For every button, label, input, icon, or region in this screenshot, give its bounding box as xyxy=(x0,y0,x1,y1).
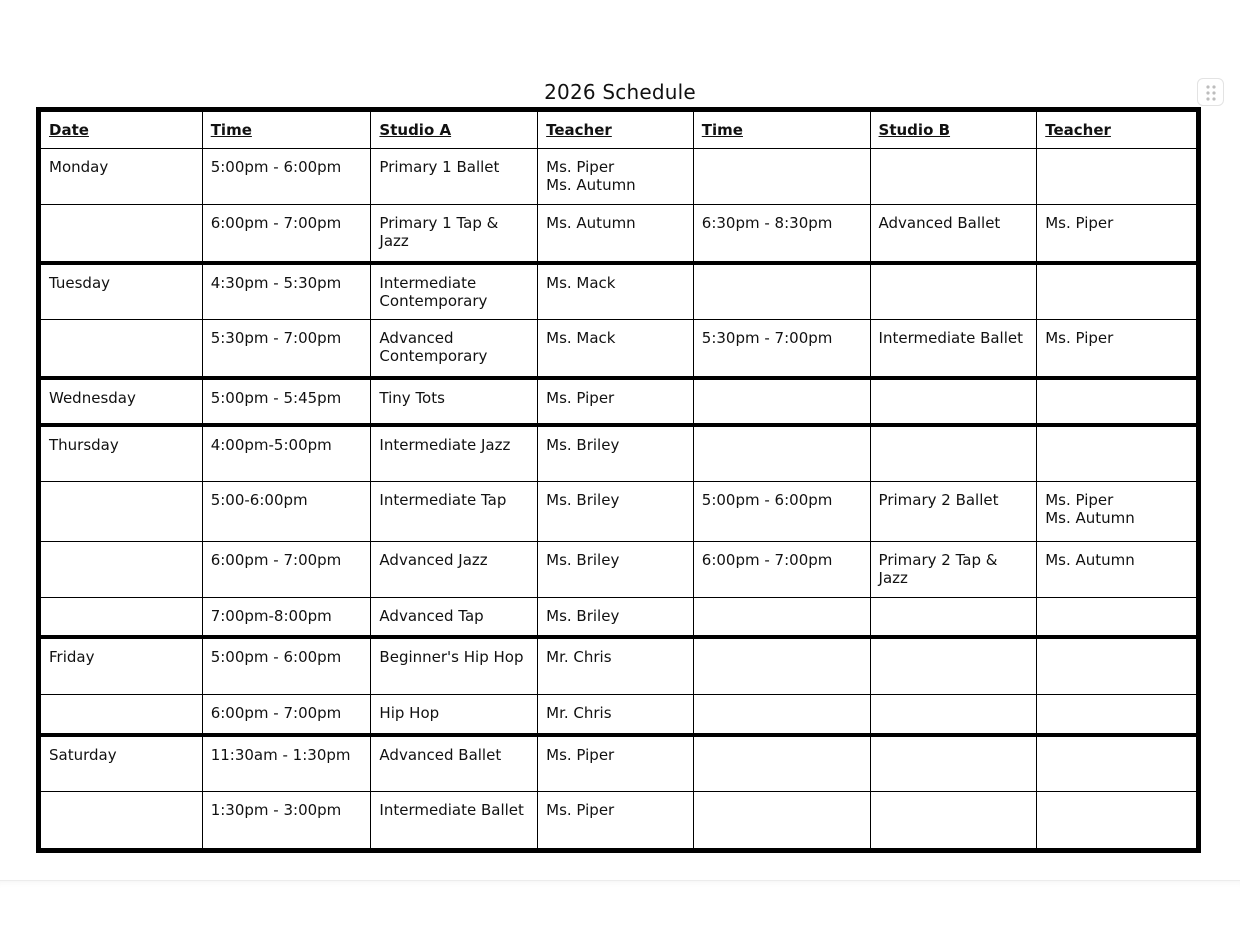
cell-teacher-b[interactable] xyxy=(1037,263,1199,320)
cell-time-b[interactable]: 6:00pm - 7:00pm xyxy=(693,542,870,598)
cell-studio-a[interactable]: Beginner's Hip Hop xyxy=(371,637,538,695)
drag-handle-icon xyxy=(1206,85,1216,101)
cell-teacher-b[interactable] xyxy=(1037,735,1199,792)
cell-time-a[interactable]: 4:30pm - 5:30pm xyxy=(202,263,371,320)
header-teacher-a[interactable]: Teacher xyxy=(538,110,694,149)
cell-time-b[interactable] xyxy=(693,695,870,735)
cell-studio-b[interactable] xyxy=(870,695,1037,735)
cell-time-a[interactable]: 5:00-6:00pm xyxy=(202,482,371,542)
cell-time-a[interactable]: 7:00pm-8:00pm xyxy=(202,598,371,637)
cell-time-a[interactable]: 4:00pm-5:00pm xyxy=(202,425,371,482)
cell-time-a[interactable]: 11:30am - 1:30pm xyxy=(202,735,371,792)
cell-studio-a[interactable]: Advanced Tap xyxy=(371,598,538,637)
cell-teacher-b[interactable] xyxy=(1037,149,1199,205)
cell-studio-a[interactable]: Intermediate Contemporary xyxy=(371,263,538,320)
cell-time-b[interactable] xyxy=(693,637,870,695)
cell-studio-b[interactable]: Primary 2 Tap & Jazz xyxy=(870,542,1037,598)
header-time-b[interactable]: Time xyxy=(693,110,870,149)
page-footer-area xyxy=(0,880,1240,933)
cell-teacher-a[interactable]: Ms. Briley xyxy=(538,425,694,482)
cell-teacher-b[interactable]: Ms. Piper xyxy=(1037,320,1199,378)
cell-teacher-a[interactable]: Ms. Piper xyxy=(538,735,694,792)
cell-time-b[interactable] xyxy=(693,598,870,637)
cell-time-a[interactable]: 6:00pm - 7:00pm xyxy=(202,205,371,263)
cell-teacher-b[interactable] xyxy=(1037,378,1199,425)
table-row xyxy=(39,598,1199,637)
cell-teacher-a[interactable]: Ms. Mack xyxy=(538,320,694,378)
cell-studio-b[interactable] xyxy=(870,792,1037,851)
cell-studio-a[interactable]: Intermediate Tap xyxy=(371,482,538,542)
cell-time-a[interactable]: 6:00pm - 7:00pm xyxy=(202,542,371,598)
header-time-a[interactable]: Time xyxy=(202,110,371,149)
page-title: 2026 Schedule xyxy=(544,80,696,104)
cell-teacher-b[interactable] xyxy=(1037,425,1199,482)
cell-date[interactable]: Friday xyxy=(39,637,203,695)
cell-teacher-a[interactable]: Ms. Briley xyxy=(538,598,694,637)
cell-teacher-a[interactable]: Ms. Briley xyxy=(538,482,694,542)
header-date[interactable]: Date xyxy=(39,110,203,149)
cell-teacher-b[interactable] xyxy=(1037,695,1199,735)
cell-date[interactable]: Monday xyxy=(39,149,203,205)
table-row xyxy=(39,637,1199,695)
header-studio-a[interactable]: Studio A xyxy=(371,110,538,149)
cell-time-b[interactable] xyxy=(693,425,870,482)
cell-time-b[interactable] xyxy=(693,735,870,792)
cell-time-b[interactable]: 6:30pm - 8:30pm xyxy=(693,205,870,263)
cell-time-a[interactable]: 5:00pm - 5:45pm xyxy=(202,378,371,425)
table-row xyxy=(39,149,1199,205)
cell-studio-a[interactable]: Primary 1 Ballet xyxy=(371,149,538,205)
cell-teacher-a[interactable]: Mr. Chris xyxy=(538,637,694,695)
cell-time-b[interactable] xyxy=(693,792,870,851)
cell-time-a[interactable]: 6:00pm - 7:00pm xyxy=(202,695,371,735)
table-row xyxy=(39,695,1199,735)
cell-date[interactable] xyxy=(39,320,203,378)
cell-time-b[interactable] xyxy=(693,263,870,320)
cell-teacher-a[interactable]: Mr. Chris xyxy=(538,695,694,735)
cell-time-b[interactable] xyxy=(693,378,870,425)
cell-studio-a[interactable]: Hip Hop xyxy=(371,695,538,735)
cell-time-a[interactable]: 5:00pm - 6:00pm xyxy=(202,149,371,205)
cell-date[interactable]: Saturday xyxy=(39,735,203,792)
cell-studio-a[interactable]: Primary 1 Tap & Jazz xyxy=(371,205,538,263)
table-row xyxy=(39,542,1199,598)
cell-line: Ms. Piper xyxy=(546,158,615,176)
header-studio-b[interactable]: Studio B xyxy=(870,110,1037,149)
cell-studio-a[interactable]: Tiny Tots xyxy=(371,378,538,425)
cell-time-a[interactable]: 5:30pm - 7:00pm xyxy=(202,320,371,378)
cell-studio-a[interactable]: Advanced Ballet xyxy=(371,735,538,792)
cell-line: Ms. Autumn xyxy=(546,176,636,194)
cell-studio-a[interactable]: Intermediate Jazz xyxy=(371,425,538,482)
cell-teacher-b[interactable] xyxy=(1037,482,1199,542)
table-row xyxy=(39,263,1199,320)
cell-time-a[interactable]: 5:00pm - 6:00pm xyxy=(202,637,371,695)
cell-date[interactable] xyxy=(39,482,203,542)
header-row xyxy=(39,110,1199,149)
cell-teacher-b[interactable]: Ms. Autumn xyxy=(1037,542,1199,598)
cell-teacher-b[interactable] xyxy=(1037,792,1199,851)
cell-studio-b[interactable] xyxy=(870,149,1037,205)
table-row xyxy=(39,482,1199,542)
cell-studio-a[interactable]: Intermediate Ballet xyxy=(371,792,538,851)
cell-date[interactable] xyxy=(39,598,203,637)
cell-teacher-b[interactable] xyxy=(1037,598,1199,637)
cell-studio-b[interactable]: Intermediate Ballet xyxy=(870,320,1037,378)
cell-teacher-a[interactable]: Ms. Mack xyxy=(538,263,694,320)
cell-teacher-a[interactable]: Ms. Briley xyxy=(538,542,694,598)
cell-studio-b[interactable]: Primary 2 Ballet xyxy=(870,482,1037,542)
cell-teacher-a[interactable]: Ms. Autumn xyxy=(538,205,694,263)
table-row xyxy=(39,792,1199,851)
drag-handle[interactable] xyxy=(1197,78,1224,106)
cell-time-b[interactable]: 5:00pm - 6:00pm xyxy=(693,482,870,542)
cell-date[interactable] xyxy=(39,695,203,735)
cell-time-b[interactable] xyxy=(693,149,870,205)
cell-teacher-a[interactable]: Ms. Piper xyxy=(538,378,694,425)
table-row xyxy=(39,378,1199,425)
cell-teacher-b[interactable] xyxy=(1037,637,1199,695)
cell-time-b[interactable]: 5:30pm - 7:00pm xyxy=(693,320,870,378)
cell-line: Ms. Piper xyxy=(1045,491,1114,509)
cell-studio-b[interactable] xyxy=(870,598,1037,637)
cell-date[interactable] xyxy=(39,792,203,851)
cell-studio-a[interactable]: Advanced Jazz xyxy=(371,542,538,598)
table-row xyxy=(39,735,1199,792)
cell-studio-b[interactable] xyxy=(870,637,1037,695)
cell-studio-b[interactable] xyxy=(870,735,1037,792)
cell-line: Ms. Autumn xyxy=(1045,509,1135,527)
table-row xyxy=(39,425,1199,482)
cell-date[interactable] xyxy=(39,542,203,598)
cell-time-a[interactable]: 1:30pm - 3:00pm xyxy=(202,792,371,851)
cell-studio-b[interactable] xyxy=(870,425,1037,482)
header-teacher-b[interactable]: Teacher xyxy=(1037,110,1199,149)
table-row xyxy=(39,205,1199,263)
cell-date[interactable]: Thursday xyxy=(39,425,203,482)
cell-date[interactable]: Wednesday xyxy=(39,378,203,425)
cell-teacher-a[interactable] xyxy=(538,149,694,205)
schedule-table xyxy=(36,107,1201,853)
table-row xyxy=(39,320,1199,378)
cell-studio-b[interactable] xyxy=(870,378,1037,425)
cell-studio-b[interactable] xyxy=(870,263,1037,320)
cell-date[interactable]: Tuesday xyxy=(39,263,203,320)
cell-studio-b[interactable]: Advanced Ballet xyxy=(870,205,1037,263)
cell-studio-a[interactable]: Advanced Contemporary xyxy=(371,320,538,378)
cell-teacher-a[interactable]: Ms. Piper xyxy=(538,792,694,851)
cell-teacher-b[interactable]: Ms. Piper xyxy=(1037,205,1199,263)
cell-date[interactable] xyxy=(39,205,203,263)
